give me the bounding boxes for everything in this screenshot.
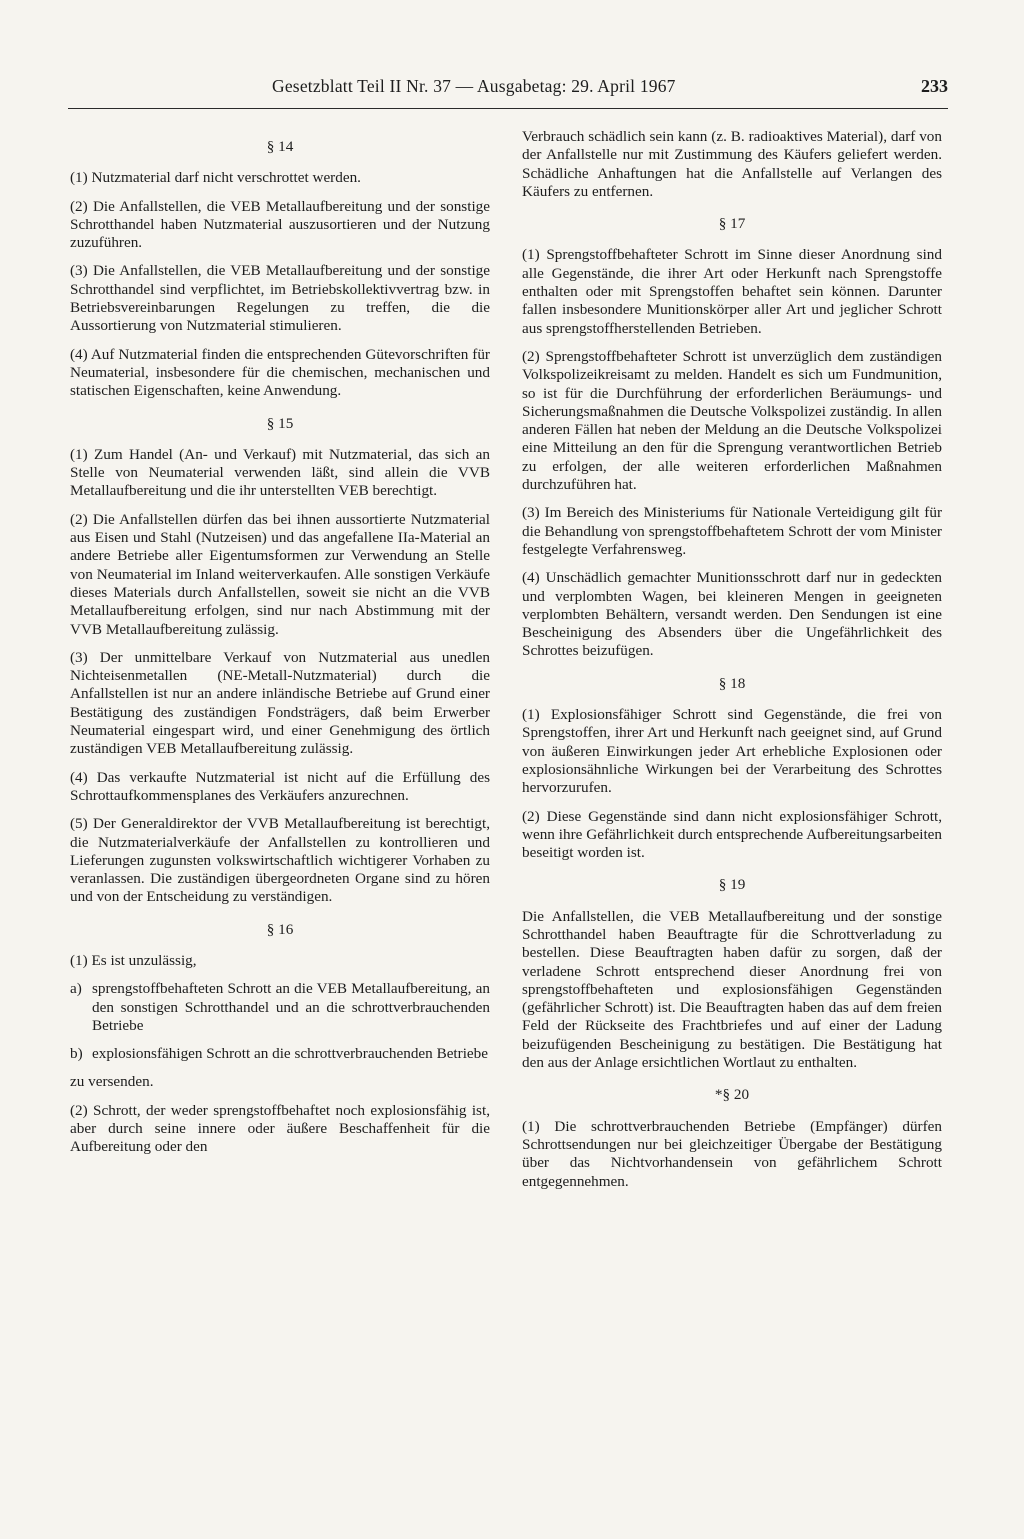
s16-tail: zu versenden. (70, 1073, 154, 1091)
section-17-heading: § 17 (718, 215, 746, 233)
section-14-heading: § 14 (266, 138, 294, 155)
list-marker-a: a) (70, 980, 82, 998)
section-18-heading: § 18 (718, 674, 746, 692)
section-15-heading: § 15 (266, 414, 294, 432)
s14-para-4: (4) Auf Nutzmaterial finden die entsprechenden Gütevorschriften für Neumaterial, insbesondere für die chemischen, mechanischen und statischen Eigenschaften, keine Anwendung. (70, 345, 490, 400)
s15-para-2: (2) Die Anfallstellen dürfen das bei ihnen aussortierte Nutzmaterial aus Eisen und Stahl (Nutzeisen) und das angefallene IIa-Material an andere Betriebe aller Eigentumsformen zur Verwendung an Stelle von Neumaterial im Inland weiterverkaufen. Alle sonstigen Verkäufe dieses Materials durch Anfallstellen, soweit sie nicht an die VVB Metallaufbereitung erfolgen, sind nur nach Abstimmung mit der VVB Metallaufbereitung zulässig. (70, 510, 490, 638)
list-marker-b: b) (70, 1045, 83, 1063)
section-16-heading: § 16 (266, 920, 294, 938)
s16-para-1: (1) Es ist unzulässig, (70, 951, 197, 969)
list-text-b: explosionsfähigen Schrott an die schrottverbrauchenden Betriebe (92, 1045, 489, 1063)
s15-para-1: (1) Zum Handel (An- und Verkauf) mit Nutzmaterial, das sich an Stelle von Neumaterial verwenden läßt, sind allein die VVB Metallaufbereitung und die ihr unterstellten VEB berechtigt. (70, 445, 490, 500)
section-20-heading: *§ 20 (714, 1086, 750, 1104)
right-column (522, 128, 942, 1201)
s14-para-2: (2) Die Anfallstellen, die VEB Metallaufbereitung und der sonstige Schrotthandel haben Nutzmaterial auszusortieren und der Nutzung zuzuführen. (70, 197, 490, 252)
header-rule (68, 108, 948, 109)
header-title: Gesetzblatt Teil II Nr. 37 — Ausgabetag: 29. April 1967 (272, 76, 676, 96)
list-text-a: sprengstoffbehafteten Schrott an die VEB Metallaufbereitung, an den sonstigen Schrotthandel und an die schrottverbrauchenden Betriebe (92, 980, 490, 1034)
s17-para-3: (3) Im Bereich des Ministeriums für Nationale Verteidigung gilt für die Behandlung von sprengstoffbehaftetem Schrott der vom Minister festgelegte Verfahrensweg. (522, 504, 942, 558)
s16-list-item-b (70, 1045, 490, 1063)
section-19-heading: § 19 (718, 876, 746, 894)
s18-para-2: (2) Diese Gegenstände sind dann nicht explosionsfähiger Schrott, wenn ihre Gefährlichkeit durch entsprechende Aufbereitungsarbeiten beseitigt worden ist. (522, 807, 942, 862)
s15-para-4: (4) Das verkaufte Nutzmaterial ist nicht auf die Erfüllung des Schrottaufkommensplanes des Verkäufers anzurechnen. (70, 768, 490, 804)
page-number: 233 (921, 76, 948, 96)
s17-para-2: (2) Sprengstoffbehafteter Schrott ist unverzüglich dem zuständigen Volkspolizeikreisamt zu melden. Handelt es sich um Fundmunition, so ist für die Durchführung der erforderlichen Beräumungs- und Sicherungsmaßnahmen die Deutsche Volkspolizei zuständig. In allen anderen Fällen hat neben der Meldung an die Deutsche Volkspolizei eine Mitteilung an den für die Sprengung verantwortlichen Betrieb zu erfolgen, der alle weiteren erforderlichen Maßnahmen durchzuführen hat. (522, 347, 942, 494)
s16-list-item-a (70, 980, 490, 1035)
s20-para-1: (1) Die schrottverbrauchenden Betriebe (Empfänger) dürfen Schrottsendungen nur bei gleichzeitiger Übergabe der Bestätigung über das Nichtvorhandensein von gefährlichem Schrott entgegennehmen. (522, 1117, 942, 1190)
continued-paragraph: Verbrauch schädlich sein kann (z. B. radioaktives Material), darf von der Anfallstelle nur mit Zustimmung des Käufers geliefert werden. Schädliche Anhaftungen hat die Anfallstelle auf Verlangen des Käufers zu entfernen. (522, 128, 942, 200)
s18-para-1: (1) Explosionsfähiger Schrott sind Gegenstände, die frei von Sprengstoffen, ihrer Art und Herkunft nach geeignet sind, auf Grund von äußeren Einwirkungen jeder Art erhebliche Explosionen oder explosionsähnliche Wirkungen bei der Verarbeitung des Schrottes hervorzurufen. (522, 706, 942, 797)
page-header (68, 76, 948, 106)
s14-para-1: (1) Nutzmaterial darf nicht verschrottet werden. (70, 169, 361, 187)
s17-para-1: (1) Sprengstoffbehafteter Schrott im Sinne dieser Anordnung sind alle Gegenstände, die ihrer Art oder Herkunft nach Sprengstoffe enthalten oder mit Sprengstoffen behaftet sein können. Darunter fallen insbesondere Munitionskörper aller Art und jeglicher Schrott aus sprengstoffherstellenden Betrieben. (522, 246, 942, 337)
s15-para-3: (3) Der unmittelbare Verkauf von Nutzmaterial aus unedlen Nichteisenmetallen (NE-Metall-Nutzmaterial) durch die Anfallstellen ist nur an andere inländische Betriebe auf Grund einer Bestätigung des zuständigen Fondsträgers, daß beim Erwerber Neumaterial eingespart wird, und einer Genehmigung des örtlich zuständigen VEB Metallaufbereitung zulässig. (70, 648, 490, 758)
left-column (70, 128, 490, 1167)
s16-para-2: (2) Schrott, der weder sprengstoffbehaftet noch explosionsfähig ist, aber durch seine innere oder äußere Beschaffenheit für die Aufbereitung oder den (70, 1101, 490, 1156)
s14-para-3: (3) Die Anfallstellen, die VEB Metallaufbereitung und der sonstige Schrotthandel sind verpflichtet, im Betriebskollektivvertrag bzw. in Betriebsvereinbarungen Regelungen zu treffen, die die Aussortierung von Nutzmaterial stimulieren. (70, 262, 490, 335)
s19-para-1: Die Anfallstellen, die VEB Metallaufbereitung und der sonstige Schrotthandel haben Beauftragte für die Schrottverladung zu bestellen. Diese Beauftragten haben dafür zu sorgen, daß der verladene Schrott entsprechend dieser Anordnung frei von sprengstoffbehafteten und explosionsfähigen Gegenständen (gefährlicher Schrott) ist. Die Beauftragten haben das auf dem freien Feld der Rückseite des Frachtbriefes und auf einer der Ladung beizufügenden Bescheinigung zu bestätigen. Die Bestätigung hat den aus der Anlage ersichtlichen Wortlaut zu enthalten. (522, 907, 942, 1072)
s15-para-5: (5) Der Generaldirektor der VVB Metallaufbereitung ist berechtigt, die Nutzmaterialverkäufe der Anfallstellen zu kontrollieren und Lieferungen zugunsten volkswirtschaftlich wichtigerer Vorhaben zu veranlassen. Die zuständigen übergeordneten Organe sind zu hören und von der Entscheidung zu verständigen. (70, 815, 490, 906)
s17-para-4: (4) Unschädlich gemachter Munitionsschrott darf nur in gedeckten und verplombten Wagen, bei kleineren Mengen in geeigneten verplombten Behältern, versandt werden. Den Sendungen ist eine Bescheinigung des Absenders über die Ungefährlichkeit des Schrottes beizufügen. (522, 569, 942, 660)
